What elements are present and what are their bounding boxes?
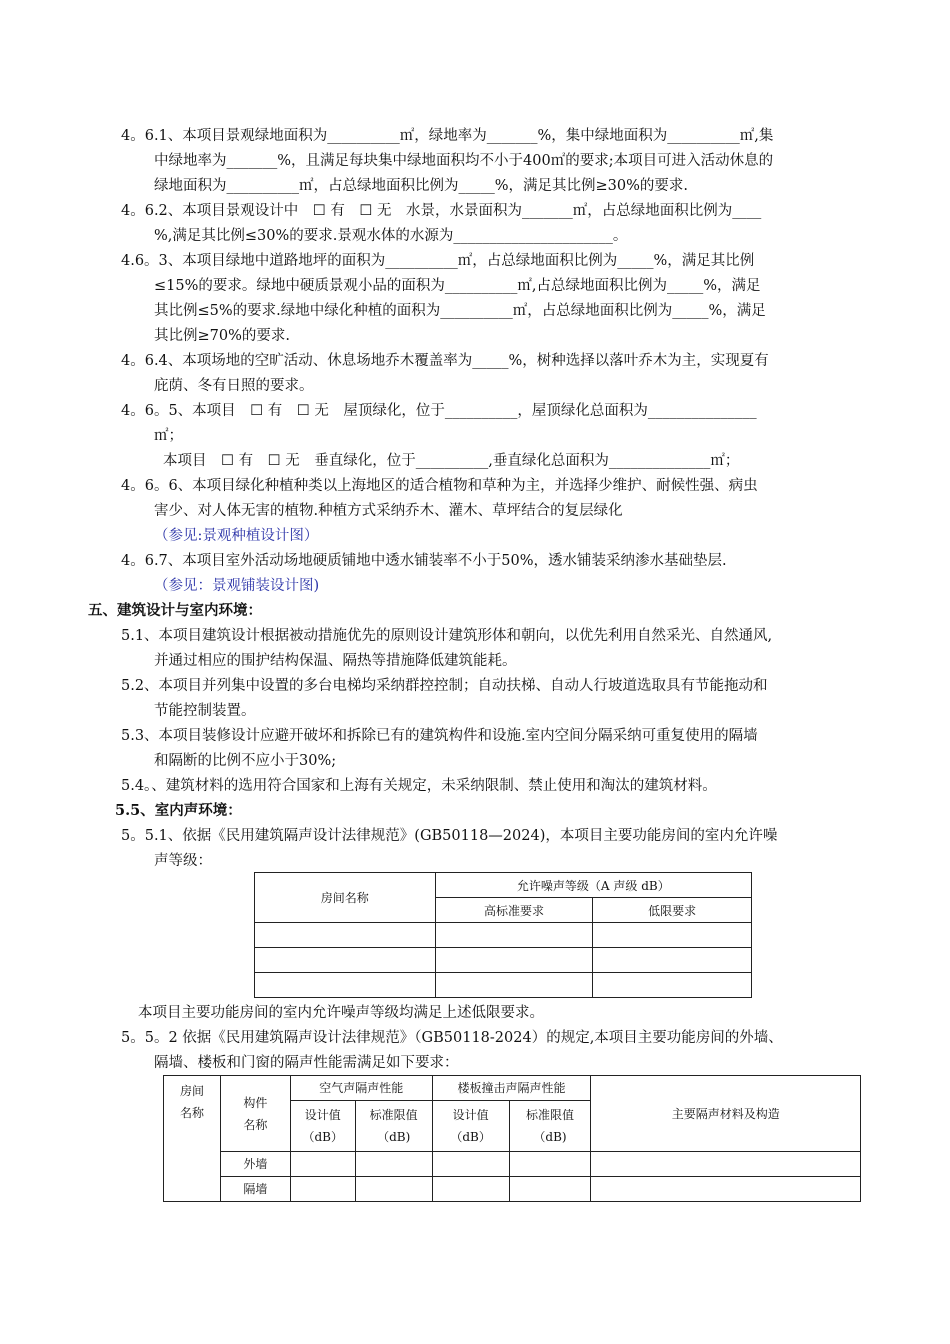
- table1-header-low: 低限要求: [593, 898, 752, 923]
- item-6-3-line3: 其比例≤5%的要求.绿地中绿化种植的面积为__________㎡，占总绿地面积比例为_____%，满足: [154, 303, 766, 319]
- item-6-7-line1: 4。6.7、本项目室外活动场地硬质铺地中透水铺装率不小于50%，透水铺装采纳渗水基础垫层.: [121, 553, 727, 569]
- item-5-1-line1: 5.1、本项目建筑设计根据被动措施优先的原则设计建筑形体和朝向，以优先利用自然采光、自然通风,: [121, 628, 773, 644]
- item-6-2-line2: %,满足其比例≤30%的要求.景观水体的水源为______________________。: [154, 228, 628, 244]
- table2-component-label-1: 构件: [243, 1095, 268, 1110]
- item-6-3-line4: 其比例≥70%的要求.: [154, 328, 290, 344]
- table1-note: 本项目主要功能房间的室内允许噪声等级均满足上述低限要求。: [138, 1005, 544, 1021]
- table2-air-design: 设计值 （dB）: [290, 1101, 355, 1152]
- table-row: [255, 973, 752, 998]
- table2-room-name-cell: [164, 1076, 221, 1202]
- item-5-5-2-line2: 隔墙、楼板和门窗的隔声性能需满足如下要求：: [154, 1055, 459, 1071]
- item-5-1-line2: 并通过相应的围护结构保温、隔热等措施降低建筑能耗。: [154, 653, 517, 669]
- item-5-3-line2: 和隔断的比例不应小于30%;: [154, 753, 337, 769]
- item-5-5-1-line1: 5。5.1、依据《民用建筑隔声设计法律规范》(GB50118—2024)，本项目主要功能房间的室内允许噪: [121, 828, 778, 844]
- table2-component-cell: [220, 1076, 290, 1152]
- item-5-2-line2: 节能控制装置。: [154, 703, 256, 719]
- item-5-5-2-line1: 5。5。2 依据《民用建筑隔声设计法律规范》（GB50118-2024）的规定,本项目主要功能房间的外墙、: [121, 1030, 783, 1046]
- item-5-5-1-line2: 声等级：: [154, 853, 212, 869]
- item-6-7-reference: （参见：景观铺装设计图): [154, 578, 320, 594]
- item-6-6-line1: 4。6。6、本项目绿化种植种类以上海地区的适合植物和草种为主，并选择少维护、耐候性强、病虫: [121, 478, 758, 494]
- table2-room-label-1: 房间: [179, 1084, 204, 1098]
- item-6-1-line3: 绿地面积为__________㎡，占总绿地面积比例为_____%，满足其比例≥30%的要求.: [154, 178, 689, 194]
- item-6-5-line1: 4。6。5、本项目 ☐ 有 ☐ 无 屋顶绿化，位于__________，屋顶绿化总面积为_______________: [121, 403, 757, 419]
- item-6-1-line1: 4。6.1、本项目景观绿地面积为__________㎡，绿地率为_______%，集中绿地面积为__________㎡,集: [121, 128, 774, 144]
- table2-air-standard: 标准限值 （dB): [355, 1101, 432, 1152]
- item-6-6-reference: （参见:景观种植设计图）: [154, 528, 319, 544]
- item-5-3-line1: 5.3、本项目装修设计应避开破坏和拆除已有的建筑构件和设施.室内空间分隔采纳可重复使用的隔墙: [121, 728, 758, 744]
- sound-insulation-table: [163, 1075, 861, 1202]
- noise-level-table: [254, 872, 752, 998]
- item-6-4-line1: 4。6.4、本项场地的空旷活动、休息场地乔木覆盖率为_____%，树种选择以落叶乔木为主，实现夏有: [121, 353, 769, 369]
- table2-row-partition-wall: 隔墙: [220, 1177, 290, 1202]
- table-row: [255, 923, 752, 948]
- table-row: [255, 948, 752, 973]
- item-6-1-line2: 中绿地率为_______%，且满足每块集中绿地面积均不小于400㎡的要求;本项目可进入活动休息的: [154, 153, 774, 169]
- item-5-2-line1: 5.2、本项目并列集中设置的多台电梯均采纳群控控制；自动扶梯、自动人行坡道选取具有节能拖动和: [121, 678, 768, 694]
- section-5-heading: 五、建筑设计与室内环境：: [88, 602, 262, 619]
- item-6-2-line1: 4。6.2、本项目景观设计中 ☐ 有 ☐ 无 水景，水景面积为_______㎡，占总绿地面积比例为____: [121, 203, 762, 219]
- table1-header-noise-level: 允许噪声等级（A 声级 dB）: [435, 873, 751, 898]
- table2-impact-standard: 标准限值 （dB): [509, 1101, 591, 1152]
- item-5-4: 5.4。、建筑材料的选用符合国家和上海有关规定，未采纳限制、禁止使用和淘汰的建筑材料。: [121, 778, 717, 794]
- section-5-5-heading: 5.5、室内声环境：: [115, 802, 242, 819]
- table-row: [164, 1152, 861, 1177]
- table2-impact-design: 设计值 （dB）: [432, 1101, 509, 1152]
- table2-component-label-2: 名称: [243, 1117, 268, 1132]
- table2-header-impact: 楼板撞击声隔声性能: [432, 1076, 591, 1101]
- item-6-3-line1: 4.6。3、本项目绿地中道路地坪的面积为__________㎡，占总绿地面积比例为_____%，满足其比例: [121, 253, 755, 269]
- table1-header-room-name: 房间名称: [255, 873, 436, 923]
- table-row: [164, 1177, 861, 1202]
- item-6-5-line3: 本项目 ☐ 有 ☐ 无 垂直绿化，位于__________,垂直绿化总面积为______________㎡；: [163, 453, 740, 469]
- table2-row-exterior-wall: 外墙: [220, 1152, 290, 1177]
- item-6-4-line2: 庇荫、冬有日照的要求。: [154, 378, 314, 394]
- item-6-5-line2: ㎡；: [154, 428, 183, 444]
- table2-room-label-2: 名称: [179, 1106, 204, 1120]
- item-6-3-line2: ≤15%的要求。绿地中硬质景观小品的面积为__________㎡,占总绿地面积比例为_____%，满足: [154, 278, 761, 294]
- table2-header-material: 主要隔声材料及构造: [591, 1076, 861, 1152]
- table1-header-high: 高标准要求: [435, 898, 593, 923]
- item-6-6-line2: 害少、对人体无害的植物.种植方式采纳乔木、灌木、草坪结合的复层绿化: [154, 503, 623, 519]
- table2-header-air: 空气声隔声性能: [290, 1076, 432, 1101]
